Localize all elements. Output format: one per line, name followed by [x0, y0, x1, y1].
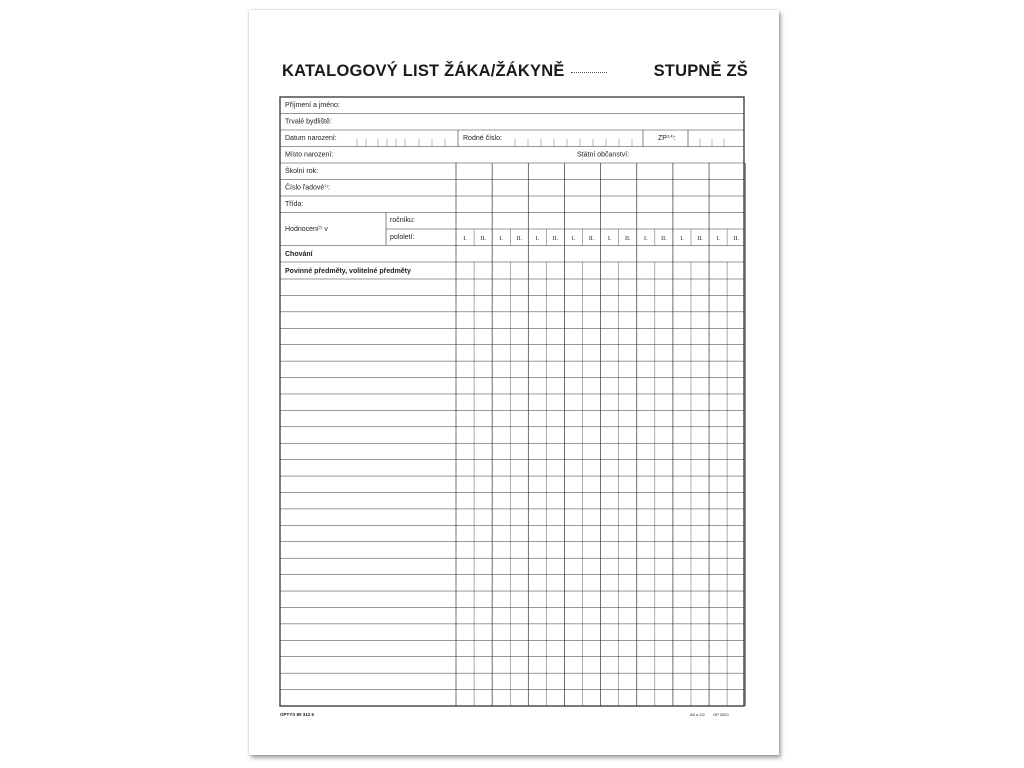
semester-label: I.	[680, 236, 684, 242]
semester-label: I.	[716, 236, 720, 242]
semester-label: II.	[624, 236, 631, 242]
semester-label: I.	[535, 236, 540, 242]
label-subjects: Povinné předměty, volitelné předměty	[285, 268, 411, 275]
label-insurance-colon: :	[673, 135, 676, 142]
form-grid	[280, 97, 745, 706]
label-evaluation-sup: 2)	[318, 224, 323, 230]
label-insurance	[658, 134, 676, 143]
label-birth-number: Rodné číslo:	[463, 135, 502, 142]
label-residence: Trvalé bydliště:	[285, 118, 332, 126]
semester-label: I.	[607, 236, 612, 242]
label-class: Třída:	[285, 201, 304, 208]
label-semester: pololetí:	[390, 234, 415, 241]
label-insurance-sup: 3,4)	[666, 133, 674, 139]
semester-label: II.	[480, 236, 486, 242]
semester-labels	[463, 236, 739, 242]
label-surname-name: Příjmení a jméno:	[285, 102, 340, 109]
form-border	[280, 97, 744, 706]
label-grade: ročníku:	[390, 217, 415, 224]
footer-publisher: OPTYS 80 312 6	[280, 712, 315, 717]
label-citizenship: Státní občanství:	[577, 151, 630, 159]
semester-label: II.	[697, 236, 703, 242]
label-birth-date: Datum narození:	[285, 135, 337, 142]
title-right: STUPNĚ ZŠ	[653, 62, 748, 80]
semester-label: II.	[661, 236, 667, 242]
label-serial-colon: :	[327, 184, 330, 192]
label-evaluation	[285, 225, 328, 234]
label-evaluation-text: Hodnocení	[285, 226, 319, 233]
semester-label: II.	[733, 236, 739, 242]
semester-label: I.	[463, 236, 467, 242]
semester-label: II.	[588, 236, 595, 242]
semester-label: II.	[516, 236, 523, 242]
semester-label: II.	[552, 236, 559, 242]
label-serial-sup: 1)	[324, 183, 328, 188]
label-serial-number	[285, 183, 330, 192]
label-behavior: Chování	[285, 251, 313, 258]
label-evaluation-in: v	[324, 226, 328, 233]
title-left: KATALOGOVÝ LIST ŽÁKA/ŽÁKYNĚ	[282, 62, 565, 80]
label-birth-place: Místo narození:	[285, 151, 334, 159]
semester-label: I.	[644, 236, 648, 242]
semester-label: I.	[499, 236, 503, 242]
footer-code: OP 2520	[713, 712, 729, 717]
semester-label: I.	[571, 236, 576, 242]
footer-format: A5 a 2/2	[690, 712, 705, 717]
label-school-year: Školní rok:	[285, 168, 319, 175]
label-serial-text: Číslo řadové	[285, 184, 325, 192]
label-insurance-text: ZP	[658, 135, 667, 142]
